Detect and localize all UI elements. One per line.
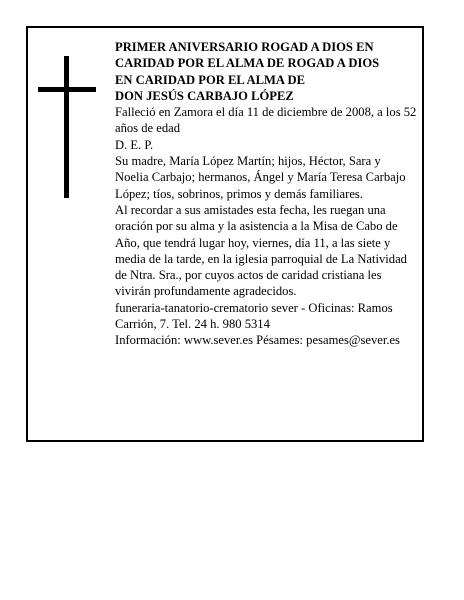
heading-line: PRIMER ANIVERSARIO ROGAD A DIOS EN [115, 40, 374, 54]
cross-vertical-beam [64, 56, 69, 198]
notice-heading [115, 39, 417, 104]
family-list: Su madre, María López Martín; hijos, Héctor, Sara y Noelia Carbajo; hermanos, Ángel y María Teresa Carbajo López; tíos, sobrinos, primos y demás familiares. [115, 154, 406, 201]
cross-icon [38, 56, 96, 198]
deceased-name: DON JESÚS CARBAJO LÓPEZ [115, 88, 294, 103]
heading-line: EN CARIDAD POR EL ALMA DE [115, 72, 305, 87]
death-details: Falleció en Zamora el día 11 de diciembre de 2008, a los 52 años de edad [115, 105, 417, 136]
contact-info: Información: www.sever.es Pésames: pesames@sever.es [115, 333, 400, 348]
funeral-home-info: funeraria-tanatorio-crematorio sever - Oficinas: Ramos Carrión, 7. Tel. 24 h. 980 5314 [115, 300, 393, 332]
heading-line: CARIDAD POR EL ALMA DE ROGAD A DIOS [115, 56, 380, 71]
cross-horizontal-beam [38, 87, 96, 92]
notice-text [115, 39, 417, 349]
obituary-notice [26, 26, 424, 442]
rip-line: D. E. P. [115, 137, 154, 152]
mass-announcement: Al recordar a sus amistades esta fecha, les ruegan una oración por su alma y la asistencia a la Misa de Cabo de Año, que tendrá lugar hoy, viernes, día 11, a las siete y media de la tarde, en la iglesia parroquial de La Natividad de Ntra. Sra., por cuyos actos de caridad cristiana les vivirán profundamente agradecidos. [115, 202, 407, 299]
